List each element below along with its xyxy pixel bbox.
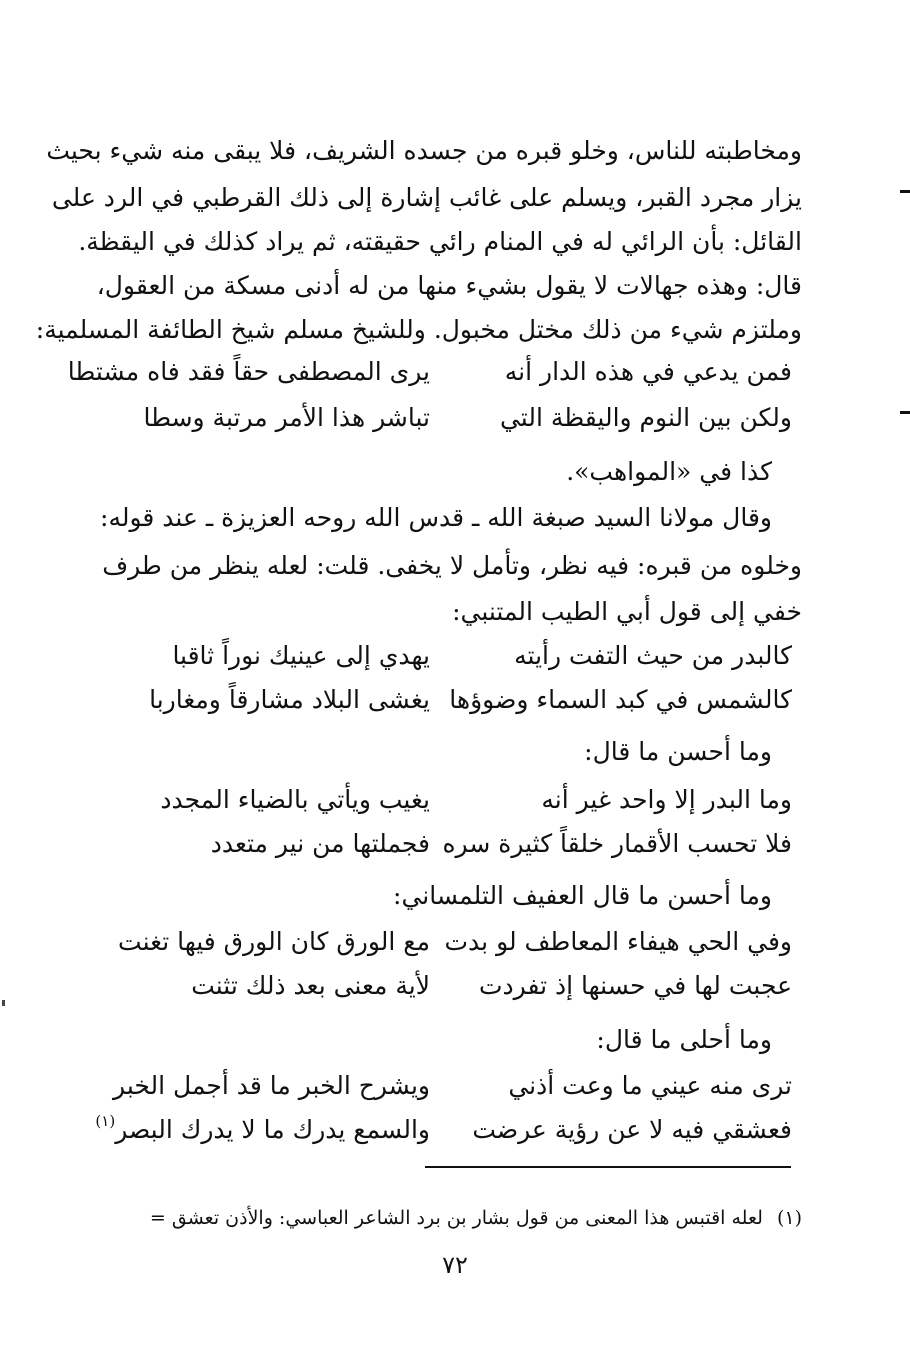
verse-first-hemistich: وفي الحي هيفاء المعاطف لو بدت <box>444 927 792 956</box>
section-intro: وما أحلى ما قال: <box>596 1025 772 1054</box>
verse-second-hemistich: فجملتها من نير متعدد <box>210 829 430 858</box>
verse-first-hemistich: فلا تحسب الأقمار خلقاً كثيرة سره <box>442 829 792 858</box>
text-line: خفي إلى قول أبي الطيب المتنبي: <box>452 597 802 626</box>
verse-first-hemistich: وما البدر إلا واحد غير أنه <box>541 785 792 814</box>
text-line: وقال مولانا السيد صبغة الله ـ قدس الله روحه العزيزة ـ عند قوله: <box>100 503 772 532</box>
text-line: القائل: بأن الرائي له في المنام رائي حقيقته، ثم يراد كذلك في اليقظة. <box>78 227 802 256</box>
source-citation: كذا في «المواهب». <box>566 457 772 486</box>
text-line: وخلوه من قبره: فيه نظر، وتأمل لا يخفى. قلت: لعله ينظر من طرف <box>102 551 802 580</box>
page-number: ٧٢ <box>442 1251 468 1279</box>
scan-speck <box>2 1000 5 1006</box>
margin-mark <box>900 190 910 193</box>
verse-second-hemistich: مع الورق كان الورق فيها تغنت <box>118 927 430 956</box>
footnote-number: (١) <box>776 1207 802 1229</box>
verse-first-hemistich: كالشمس في كبد السماء وضوؤها <box>449 685 792 714</box>
verse-first-hemistich: فمن يدعي في هذه الدار أنه <box>504 357 792 386</box>
text-line: ومخاطبته للناس، وخلو قبره من جسده الشريف، فلا يبقى منه شيء بحيث <box>46 136 802 165</box>
verse-second-hemistich: لأية معنى بعد ذلك تثنت <box>191 971 430 1000</box>
verse-second-hemistich: تباشر هذا الأمر مرتبة وسطا <box>143 403 430 432</box>
footnote <box>82 1203 802 1233</box>
verse-first-hemistich: فعشقي فيه لا عن رؤية عرضت <box>472 1115 792 1144</box>
footnote-marker: (١) <box>95 1112 116 1130</box>
verse-second-hemistich: يهدي إلى عينيك نوراً ثاقبا <box>172 641 430 670</box>
footnote-separator <box>425 1166 791 1168</box>
verse-first-hemistich: ترى منه عيني ما وعت أذني <box>508 1071 792 1100</box>
verse-first-hemistich: عجبت لها في حسنها إذ تفردت <box>478 971 792 1000</box>
verse-second-hemistich: يرى المصطفى حقاً فقد فاه مشتطا <box>67 357 430 386</box>
verse-second-hemistich: يغشى البلاد مشارقاً ومغاربا <box>149 685 430 714</box>
verse-second-hemistich: يغيب ويأتي بالضياء المجدد <box>160 785 430 814</box>
section-intro: وما أحسن ما قال: <box>584 737 772 766</box>
section-intro: وما أحسن ما قال العفيف التلمساني: <box>393 881 772 910</box>
verse-text: والسمع يدرك ما لا يدرك البصر <box>115 1115 430 1144</box>
verse-second-hemistich: ويشرح الخبر ما قد أجمل الخبر <box>113 1071 430 1100</box>
footnote-text: لعله اقتبس هذا المعنى من قول بشار بن برد الشاعر العباسي: والأذن تعشق = <box>149 1207 763 1229</box>
text-line: يزار مجرد القبر، ويسلم على غائب إشارة إلى ذلك القرطبي في الرد على <box>51 183 802 212</box>
verse-first-hemistich: كالبدر من حيث التفت رأيته <box>514 641 792 670</box>
verse-second-hemistich <box>95 1110 430 1150</box>
margin-mark <box>900 411 910 414</box>
text-line: وملتزم شيء من ذلك مختل مخبول. وللشيخ مسلم شيخ الطائفة المسلمية: <box>35 315 802 344</box>
verse-first-hemistich: ولكن بين النوم واليقظة التي <box>499 403 792 432</box>
text-line: قال: وهذه جهالات لا يقول بشيء منها من له أدنى مسكة من العقول، <box>96 271 802 300</box>
